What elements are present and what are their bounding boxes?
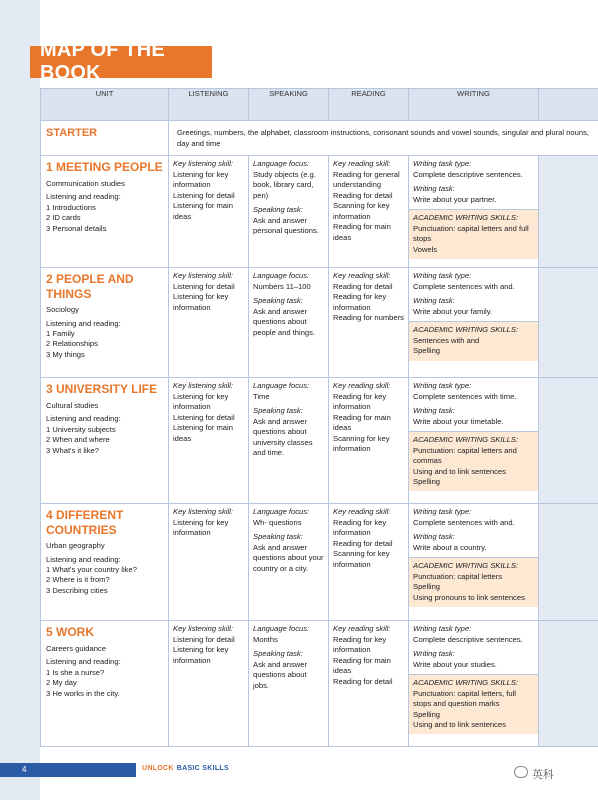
speaking-task: Ask and answer questions about jobs. [253, 659, 308, 690]
speaking-cell [249, 504, 329, 621]
academic-line: Vowels [413, 244, 438, 254]
unit-row [41, 268, 598, 378]
unit-title: 5 WORK [46, 625, 94, 640]
unit-item: 3 Personal details [46, 223, 107, 233]
listening-line: Listening for key information [173, 517, 229, 538]
reading-line: Reading for general understanding [333, 169, 400, 190]
unit-row [41, 156, 598, 268]
unit-item: 2 My day [46, 678, 77, 688]
writing-task-label: Writing task: [413, 296, 455, 306]
speaking-task-label: Speaking task: [253, 406, 303, 416]
listening-line: Listening for detail [173, 190, 235, 200]
left-margin-band [0, 0, 40, 800]
speaking-focus-label: Language focus: [253, 507, 310, 517]
reading-line: Reading for key information [333, 391, 387, 412]
academic-line: Spelling [413, 346, 441, 356]
header-speaking: SPEAKING [249, 89, 329, 121]
reading-cell [329, 268, 409, 378]
listening-cell [169, 156, 249, 268]
writing-task-label: Writing task: [413, 406, 455, 416]
unit-item: 1 Is she a nurse? [46, 667, 105, 677]
academic-skills-block [409, 209, 538, 259]
speaking-cell [249, 621, 329, 747]
listening-cell [169, 378, 249, 504]
writing-type-label: Writing task type: [413, 507, 472, 517]
academic-line: Punctuation: capital letters and full stops [413, 223, 529, 244]
unit-item: 3 Describing cities [46, 585, 108, 595]
academic-skills-block [409, 431, 538, 491]
reading-line: Reading for main ideas [333, 412, 391, 433]
writing-task: Write about a country. [413, 542, 487, 552]
edge-cell [539, 621, 598, 747]
edge-cell [539, 378, 598, 504]
listening-label: Key listening skill: [173, 159, 233, 169]
unit-cell [41, 504, 169, 621]
reading-cell [329, 378, 409, 504]
unit-lr-label: Listening and reading: [46, 318, 121, 328]
unit-cell [41, 156, 169, 268]
listening-line: Listening for key information [173, 391, 229, 412]
unit-lr-label: Listening and reading: [46, 657, 121, 667]
speaking-focus: Time [253, 391, 270, 401]
writing-cell [409, 621, 539, 747]
writing-cell [409, 156, 539, 268]
writing-cell [409, 504, 539, 621]
listening-label: Key listening skill: [173, 271, 233, 281]
listening-cell [169, 621, 249, 747]
writing-task-block [409, 268, 538, 321]
writing-type-label: Writing task type: [413, 381, 472, 391]
unit-lr-label: Listening and reading: [46, 414, 121, 424]
unit-subject: Communication studies [46, 178, 125, 188]
starter-title: STARTER [46, 127, 98, 139]
speaking-focus-label: Language focus: [253, 381, 310, 391]
listening-line: Listening for key information [173, 645, 229, 665]
page-title: MAP OF THE BOOK [30, 46, 212, 78]
unit-subject: Sociology [46, 305, 79, 315]
writing-type: Complete sentences with and. [413, 517, 515, 527]
speaking-focus: Numbers 11–100 [253, 281, 311, 291]
unit-item: 1 What's your country like? [46, 564, 137, 574]
speaking-task-label: Speaking task: [253, 296, 303, 306]
header-listening: LISTENING [169, 89, 249, 121]
page-number: 4 [22, 765, 27, 774]
unit-title: 4 DIFFERENT COUNTRIES [46, 508, 124, 537]
header-unit: UNIT [41, 89, 169, 121]
unit-item: 2 ID cards [46, 213, 81, 223]
edge-cell [539, 156, 598, 268]
unit-item: 2 When and where [46, 435, 110, 445]
edge-cell [539, 268, 598, 378]
academic-label: ACADEMIC WRITING SKILLS: [413, 435, 519, 445]
writing-task-block [409, 378, 538, 431]
reading-cell [329, 621, 409, 747]
listening-cell [169, 504, 249, 621]
speaking-cell [249, 378, 329, 504]
unit-lr-label: Listening and reading: [46, 554, 121, 564]
brand-basic-skills: BASIC SKILLS [176, 765, 229, 772]
writing-type: Complete descriptive sentences. [413, 634, 523, 644]
academic-line: Punctuation: capital letters [413, 571, 503, 581]
academic-skills-block [409, 321, 538, 360]
academic-label: ACADEMIC WRITING SKILLS: [413, 325, 519, 335]
academic-line: Punctuation: capital letters and commas [413, 445, 517, 466]
reading-label: Key reading skill: [333, 159, 391, 169]
academic-line: Sentences with and [413, 335, 480, 345]
reading-line: Reading for detail [333, 538, 393, 548]
academic-line: Spelling [413, 477, 441, 486]
academic-line: Punctuation: capital letters, full stops and question marks [413, 688, 516, 709]
footer-band [0, 763, 136, 777]
writing-task-label: Writing task: [413, 649, 455, 659]
academic-skills-block [409, 557, 538, 607]
writing-task: Write about your studies. [413, 659, 497, 669]
header-writing: WRITING [409, 89, 539, 121]
unit-item: 1 University subjects [46, 424, 116, 434]
reading-label: Key reading skill: [333, 381, 391, 391]
unit-item: 2 Where is it from? [46, 575, 110, 585]
academic-skills-block [409, 674, 538, 734]
reading-label: Key reading skill: [333, 271, 391, 281]
writing-cell [409, 378, 539, 504]
unit-item: 1 Introductions [46, 202, 96, 212]
listening-line: Listening for detail [173, 412, 235, 422]
academic-line: Using pronouns to link sentences [413, 592, 525, 602]
speaking-focus-label: Language focus: [253, 624, 310, 634]
listening-label: Key listening skill: [173, 624, 233, 634]
writing-task-label: Writing task: [413, 532, 455, 542]
writing-type-label: Writing task type: [413, 271, 472, 281]
academic-line: Using and to link sentences [413, 720, 506, 729]
starter-row [41, 121, 598, 156]
academic-line: Using and to link sentences [413, 466, 506, 476]
reading-line: Reading for detail [333, 190, 393, 200]
writing-type-label: Writing task type: [413, 624, 472, 634]
unit-item: 3 What's it like? [46, 445, 99, 455]
listening-label: Key listening skill: [173, 381, 233, 391]
starter-text: Greetings, numbers, the alphabet, classroom instructions, consonant sounds and vowel sounds, singular and plural nouns, day and time [177, 128, 589, 148]
reading-line: Reading for main ideas [333, 655, 391, 676]
writing-type: Complete sentences with and. [413, 281, 515, 291]
writing-cell [409, 268, 539, 378]
listening-line: Listening for key information [173, 169, 229, 190]
speaking-task: Ask and answer questions about people and things. [253, 306, 316, 337]
reading-label: Key reading skill: [333, 624, 391, 634]
unit-subject: Careers guidance [46, 643, 106, 653]
speaking-focus-label: Language focus: [253, 271, 310, 281]
writing-type-label: Writing task type: [413, 159, 472, 169]
unit-subject: Urban geography [46, 541, 105, 551]
unit-cell [41, 378, 169, 504]
brand-unlock: UNLOCK [142, 765, 174, 772]
academic-label: ACADEMIC WRITING SKILLS: [413, 678, 519, 688]
speaking-cell [249, 156, 329, 268]
writing-type: Complete descriptive sentences. [413, 169, 523, 179]
speaking-cell [249, 268, 329, 378]
speaking-task-label: Speaking task: [253, 532, 303, 542]
speaking-task-label: Speaking task: [253, 649, 303, 659]
unit-title: 1 MEETING PEOPLE [46, 160, 163, 175]
reading-cell [329, 504, 409, 621]
listening-line: Listening for key information [173, 292, 229, 312]
footer-brand [142, 765, 229, 772]
listening-line: Listening for detail [173, 281, 235, 291]
unit-title: 2 PEOPLE AND THINGS [46, 272, 134, 301]
academic-line: Spelling [413, 709, 441, 719]
reading-line: Reading for key information [333, 292, 387, 312]
watermark-icon [514, 766, 528, 778]
unit-lr-label: Listening and reading: [46, 192, 121, 202]
unit-item: 2 Relationships [46, 339, 98, 349]
academic-label: ACADEMIC WRITING SKILLS: [413, 561, 519, 571]
map-table [40, 88, 598, 747]
writing-task-block [409, 156, 538, 209]
reading-line: Reading for detail [333, 281, 393, 291]
unit-subject: Cultural studies [46, 400, 99, 410]
edge-cell [539, 504, 598, 621]
reading-line: Scanning for key information [333, 549, 390, 569]
speaking-focus: Wh- questions [253, 517, 302, 527]
unit-row [41, 621, 598, 747]
writing-task: Write about your timetable. [413, 416, 504, 426]
writing-type: Complete sentences with time. [413, 391, 517, 401]
reading-line: Reading for detail [333, 676, 393, 686]
speaking-task-label: Speaking task: [253, 205, 303, 215]
reading-line: Scanning for key information [333, 201, 390, 221]
unit-title: 3 UNIVERSITY LIFE [46, 382, 158, 397]
reading-line: Reading for main ideas [333, 222, 391, 242]
reading-line: Reading for key information [333, 634, 387, 655]
reading-line: Scanning for key information [333, 433, 390, 454]
header-reading: READING [329, 89, 409, 121]
header-row [41, 89, 598, 121]
listening-line: Listening for detail [173, 634, 235, 644]
reading-line: Reading for numbers [333, 313, 404, 323]
reading-label: Key reading skill: [333, 507, 391, 517]
reading-cell [329, 156, 409, 268]
writing-task: Write about your partner. [413, 194, 497, 204]
reading-line: Reading for key information [333, 517, 387, 538]
header-edge [539, 89, 598, 121]
unit-row [41, 378, 598, 504]
unit-item: 3 He works in the city. [46, 688, 120, 698]
unit-row [41, 504, 598, 621]
speaking-task: Ask and answer questions about university classes and time. [253, 416, 313, 458]
listening-line: Listening for main ideas [173, 423, 233, 443]
unit-cell [41, 268, 169, 378]
unit-cell [41, 621, 169, 747]
writing-task-block [409, 621, 538, 674]
writing-task-block [409, 504, 538, 557]
speaking-focus: Study objects (e.g. book, library card, pen) [253, 169, 316, 200]
unit-item: 3 My things [46, 349, 85, 359]
unit-item: 1 Family [46, 328, 75, 338]
academic-line: Spelling [413, 582, 441, 592]
academic-label: ACADEMIC WRITING SKILLS: [413, 213, 519, 223]
listening-line: Listening for main ideas [173, 201, 233, 221]
speaking-focus: Months [253, 634, 278, 644]
listening-label: Key listening skill: [173, 507, 233, 517]
speaking-task: Ask and answer personal questions. [253, 215, 319, 236]
speaking-task: Ask and answer questions about your country or a city. [253, 542, 324, 573]
listening-cell [169, 268, 249, 378]
speaking-focus-label: Language focus: [253, 159, 310, 169]
writing-task-label: Writing task: [413, 184, 455, 194]
writing-task: Write about your family. [413, 306, 493, 316]
watermark-text: 英科 [532, 768, 554, 781]
